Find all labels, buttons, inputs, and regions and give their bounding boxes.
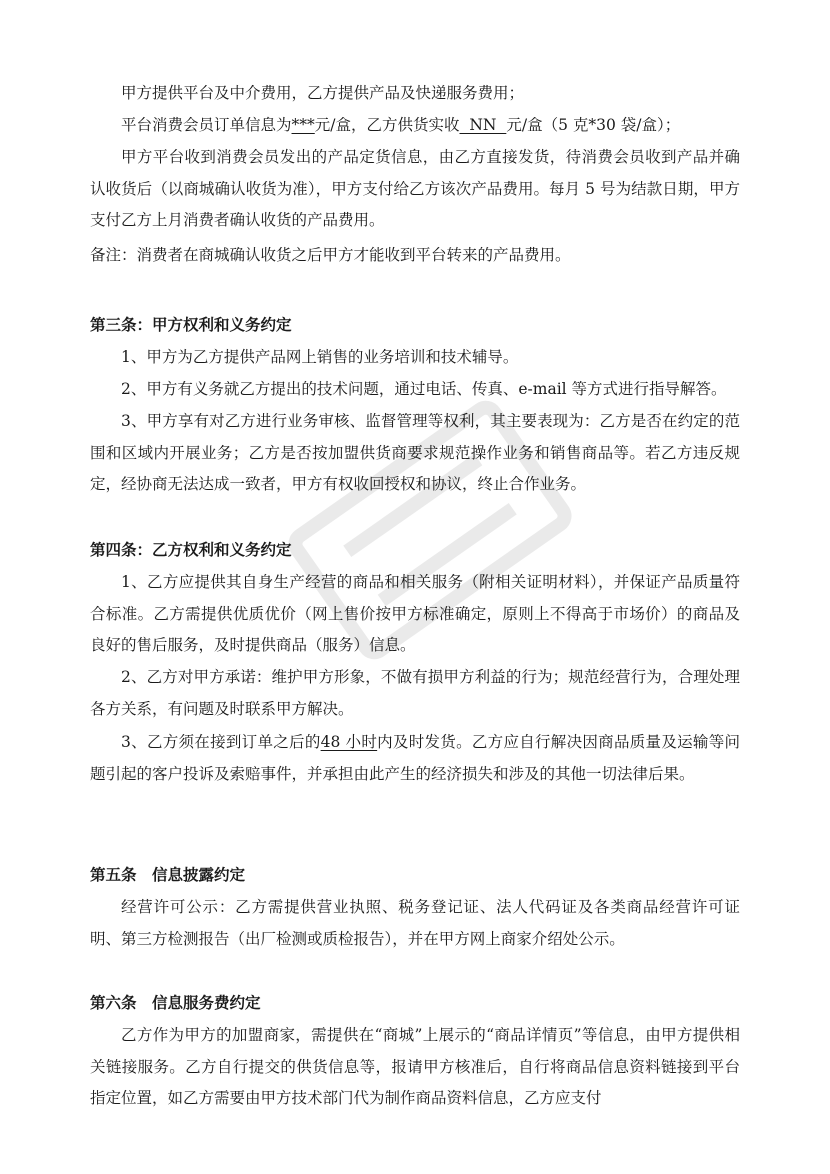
article4-item1: 1、乙方应提供其自身生产经营的商品和相关服务（附相关证明材料），并保证产品质量符合标准。乙方需提供优质优价（网上售价按甲方标准确定，原则上不得高于市场价）的商品及良好的售后服务，及时提供商品（服务）信息。 xyxy=(90,573,740,654)
price-text-c: 元/盒（5 克*30 袋/盒）； xyxy=(506,116,681,134)
article4-heading: 第四条：乙方权利和义务约定 xyxy=(90,541,292,559)
article3-item3: 3、甲方享有对乙方进行业务审核、监督管理等权利，其主要表现为：乙方是否在约定的范围和区域内开展业务；乙方是否按加盟供货商要求规范操作业务和销售商品等。若乙方违反规定，经协商无法达成一致者，甲方有权收回授权和协议，终止合作业务。 xyxy=(90,412,740,493)
article3-item1: 1、甲方为乙方提供产品网上销售的业务培训和技术辅导。 xyxy=(121,348,519,366)
article5-body: 经营许可公示：乙方需提供营业执照、税务登记证、法人代码证及各类商品经营许可证明、第三方检测报告（出厂检测或质检报告），并在甲方网上商家介绍处公示。 xyxy=(90,898,740,948)
article4-item3 xyxy=(90,727,740,790)
price-text-a: 平台消费会员订单信息为 xyxy=(121,116,292,134)
price-text-b: 元/盒，乙方供货实收 xyxy=(314,116,460,134)
article4-item3-text-a: 3、乙方须在接到订单之后的 xyxy=(121,733,321,751)
article6-heading: 第六条 信息服务费约定 xyxy=(90,994,261,1012)
intro-note: 备注：消费者在商城确认收货之后甲方才能收到平台转来的产品费用。 xyxy=(90,246,571,264)
supply-price-value: NN xyxy=(459,116,507,134)
shipping-hours-value: 48 小时 xyxy=(320,733,378,751)
article5-heading: 第五条 信息披露约定 xyxy=(90,866,246,884)
article3-item2: 2、甲方有义务就乙方提出的技术问题，通过电话、传真、e-mail 等方式进行指导解答。 xyxy=(121,380,727,398)
intro-line-price xyxy=(90,110,740,142)
intro-paragraph-settlement: 甲方平台收到消费会员发出的产品定货信息，由乙方直接发货，待消费会员收到产品并确认收货后（以商城确认收货为准），甲方支付给乙方该次产品费用。每月 5 号为结款日期，甲方支付乙方上月消费者确认收货的产品费用。 xyxy=(90,148,740,229)
article4-item2: 2、乙方对甲方承诺：维护甲方形象，不做有损甲方利益的行为；规范经营行为，合理处理各方关系，有问题及时联系甲方解决。 xyxy=(90,668,740,718)
member-price-value: *** xyxy=(291,116,315,134)
intro-line-fees: 甲方提供平台及中介费用，乙方提供产品及快递服务费用； xyxy=(121,84,525,102)
article4-item3-text-b: 内及时发货。乙方应自行解决因商品质量及运输等问题引起的客户投诉及索赔事件，并承担由此产生的经济损失和涉及的其他一切法律后果。 xyxy=(90,733,740,783)
article6-body: 乙方作为甲方的加盟商家，需提供在“商城”上展示的“商品详情页”等信息，由甲方提供相关链接服务。乙方自行提交的供货信息等，报请甲方核准后，自行将商品信息资料链接到平台指定位置，如乙方需要由甲方技术部门代为制作商品资料信息，乙方应支付 xyxy=(90,1026,740,1107)
article3-heading: 第三条：甲方权利和义务约定 xyxy=(90,316,292,334)
